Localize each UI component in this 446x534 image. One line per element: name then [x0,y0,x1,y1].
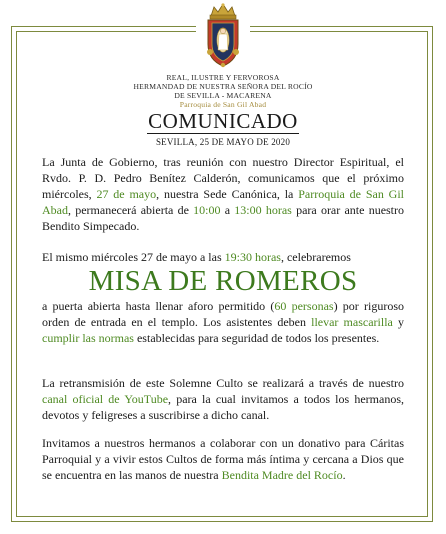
mass-title: MISA DE ROMEROS [88,265,358,297]
p1-text-4: a [220,203,235,217]
p3-mask-highlight: llevar mascarilla [311,315,393,329]
p5-text-2: . [342,468,346,482]
document-date: SEVILLA, 25 DE MAYO DE 2020 [155,137,291,147]
paragraph-3 [42,298,404,346]
p5-virgin-highlight: Bendita Madre del Rocío [221,468,343,482]
p5-text-1: Invitamos a nuestros hermanos a colaborar con un donativo para Cáritas Parroquial y a vivir estos Cultos de forma más íntima y cercana a Dios que se encuentra en las manos de nuestra [42,436,404,482]
document-title [0,110,446,132]
p3-text-4: establecidas para seguridad de todos los presentes. [133,331,380,345]
brotherhood-crest-icon [200,2,246,70]
p1-text-1: La Junta de Gobierno, tras reunión con nuestro Director Espiritual, el Rvdo. P. D. Pedro Benítez Calderón, comunicamos que el próximo miércoles, [42,155,404,201]
p4-youtube-highlight: canal oficial de YouTube [42,392,169,406]
document-title-text: COMUNICADO [148,109,298,133]
p2-time-highlight: 19:30 horas [224,250,281,264]
p2-text-2: , celebraremos [280,250,351,264]
p3-text-2: ) por riguroso orden de entrada en el templo. Los asistentes deben [42,299,404,329]
paragraph-2 [42,249,404,265]
p1-parish-highlight: Parroquia de San Gil Abad [42,187,404,217]
p4-text-1: La retransmisión de este Solemne Culto se realizará a través de nuestro [42,376,404,390]
p1-start-time-highlight: 10:00 [193,203,221,217]
brotherhood-title-line3: DE SEVILLA - MACARENA [174,91,272,100]
p1-text-2: , nuestra Sede Canónica, la [156,187,299,201]
p1-text-3: , permanecerá abierta de [68,203,194,217]
p3-text-1: a puerta abierta hasta llenar aforo permitido ( [42,299,275,313]
p1-text-5: para orar ante nuestro Bendito Simpecado. [42,203,405,233]
p3-capacity-highlight: 60 personas [274,299,334,313]
paragraph-1 [42,154,404,234]
paragraph-5 [42,435,404,483]
p3-text-3: y [392,315,405,329]
p1-end-time-highlight: 13:00 horas [234,203,292,217]
p2-text-1: El mismo miércoles 27 de mayo a las [42,250,225,264]
p4-text-2: , para la cual invitamos a todos los hermanos, devotos y feligreses a suscribirse a dicho canal. [42,392,404,422]
parish-name: Parroquia de San Gil Abad [179,100,267,109]
brotherhood-title-line1: REAL, ILUSTRE Y FERVOROSA [166,73,280,82]
paragraph-4 [42,375,404,423]
brotherhood-title-line2: HERMANDAD DE NUESTRA SEÑORA DEL ROCÍO [133,82,313,91]
p3-rules-highlight: cumplir las normas [42,331,134,345]
p1-date-highlight: 27 de mayo [96,187,157,201]
